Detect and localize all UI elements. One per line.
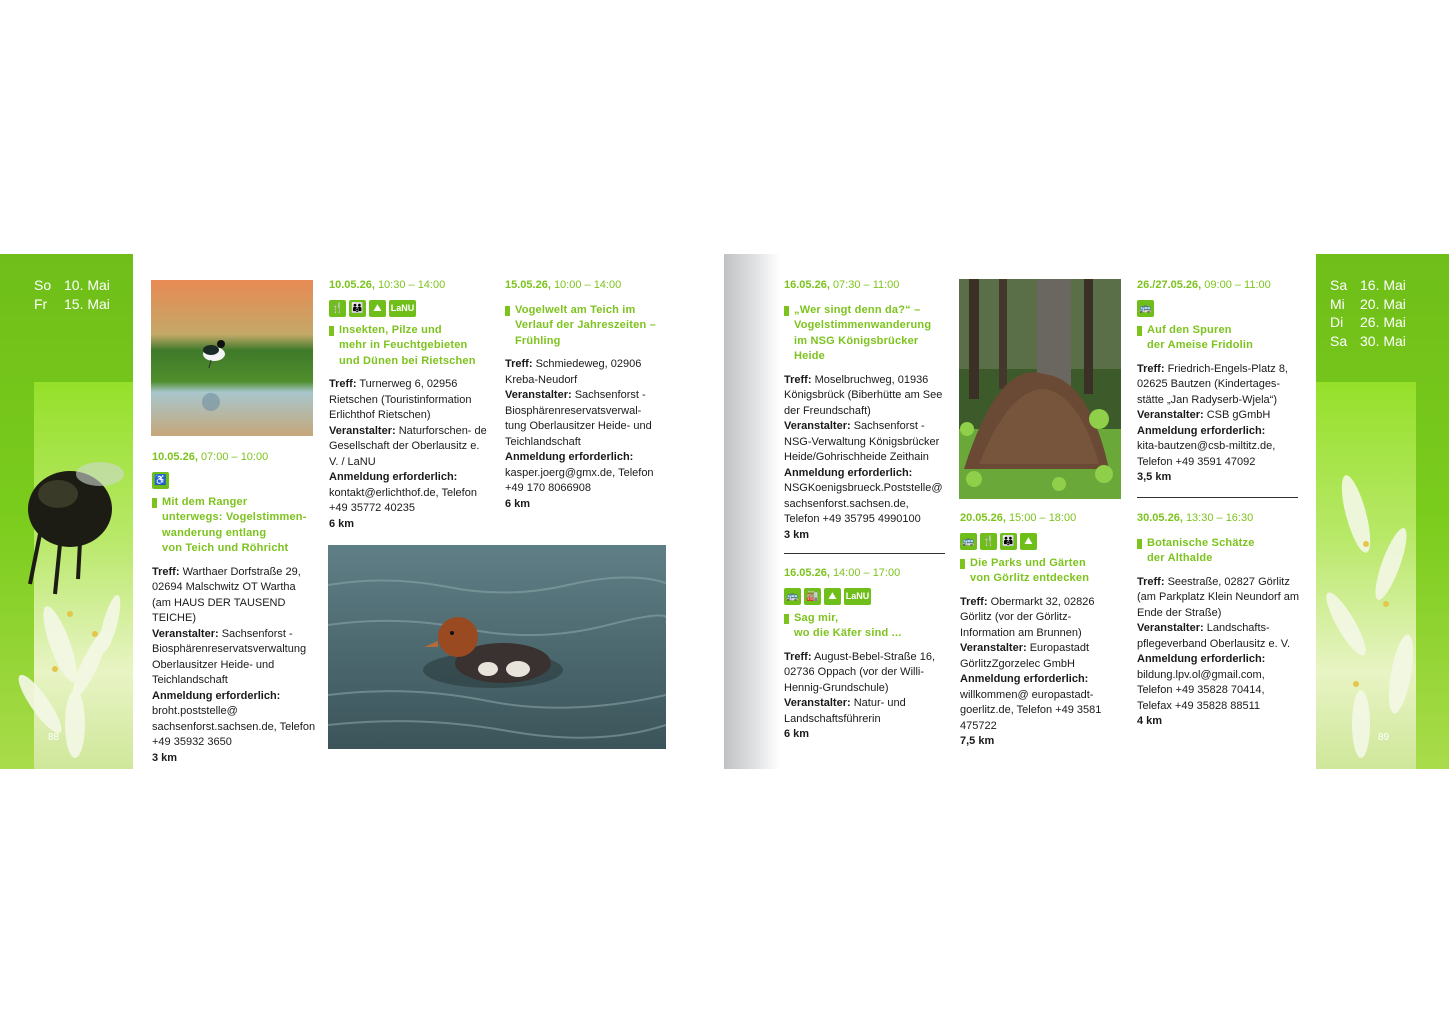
hiking-icon: ⛰ xyxy=(824,588,841,605)
event-date: 30.05.26, 13:30 – 16:30 xyxy=(1137,512,1254,524)
event-details: Treff: August-Bebel-Straße 16, 02736 Oppach (vor der Willi- Hennig-Grundschule) Veranstalter: Natur- und Landschaftsführerin 6 km xyxy=(784,650,936,740)
event-icons xyxy=(329,300,489,317)
event-date: 16.05.26, 14:00 – 17:00 xyxy=(784,567,901,579)
event-card xyxy=(1137,278,1299,486)
hiking-icon: ⛰ xyxy=(1020,533,1037,550)
distance: 7,5 km xyxy=(960,735,995,747)
event-title: Vogelwelt am Teich im Verlauf der Jahreszeiten – Frühling xyxy=(505,303,665,350)
event-date: 16.05.26, 07:30 – 11:00 xyxy=(784,279,900,291)
distance: 3 km xyxy=(152,751,178,764)
event-date: 20.05.26, 15:00 – 18:00 xyxy=(960,512,1077,524)
event-card xyxy=(784,566,944,743)
date-row: Sa 16. Mai xyxy=(1330,277,1406,293)
divider xyxy=(1137,497,1298,498)
divider xyxy=(784,553,945,554)
event-card xyxy=(1137,511,1299,730)
date-row: Mi 20. Mai xyxy=(1330,295,1406,312)
date-row: So 10. Mai xyxy=(34,277,110,293)
flower-photo xyxy=(0,454,133,769)
event-icons xyxy=(960,533,1122,550)
event-details: Treff: Seestraße, 02827 Görlitz (am Parkplatz Klein Neundorf am Ende der Straße) Veranstalter: Landschafts- pflegeverband Oberlausitz e. V. Anmeldung erforderlich: bildung.lpv.ol@gmail.com, Telefon +49 35828 70414, Telefax +49 35828 88511 4 km xyxy=(1137,575,1300,727)
distance: 3,5 km xyxy=(1137,471,1172,483)
factory-icon: 🏭 xyxy=(804,588,821,605)
event-card xyxy=(784,278,944,543)
left-date-list xyxy=(34,276,110,313)
bus-icon: 🚌 xyxy=(960,533,977,550)
event-details: Treff: Obermarkt 32, 02826 Görlitz (vor der Görlitz- Information am Brunnen) Veranstalter: Europastadt GörlitzZgorzelec GmbH Anmeldung erforderlich: willkommen@ europastadt-goerlitz.de, Telefon +49 3581 475722 7,5 km xyxy=(960,595,1102,747)
bumblebee-image xyxy=(28,462,124,594)
event-title: Mit dem Ranger unterwegs: Vogelstimmen- wanderung entlang von Teich und Röhricht xyxy=(152,495,317,557)
distance: 6 km xyxy=(329,517,355,530)
lanu-logo-icon: LaNU xyxy=(389,300,416,317)
bus-icon: 🚌 xyxy=(784,588,801,605)
bus-icon: 🚌 xyxy=(1137,300,1154,317)
event-details: Treff: Moselbruchweg, 01936 Königsbrück (Biberhütte am See der Freundschaft) Veranstalter: Sachsenforst - NSG-Verwaltung Königsbrücker Heide/Gohrischheide Zeithain Anmeldung erforderlich: NSGKoenigsbrueck.Poststelle@ sachsenforst.sachsen.de, Telefon +49 35795 4990100 3 km xyxy=(784,373,943,541)
wheelchair-icon: ♿ xyxy=(152,472,169,489)
left-page xyxy=(0,254,724,769)
event-card xyxy=(152,450,317,766)
duckling-photo xyxy=(328,545,666,749)
flower-photo xyxy=(1316,454,1449,769)
date-row: Di 26. Mai xyxy=(1330,314,1406,330)
lanu-logo-icon: LaNU xyxy=(844,588,871,605)
event-date: 10.05.26, 10:30 – 14:00 xyxy=(329,279,446,291)
anthill-photo xyxy=(959,279,1121,499)
lapwing-photo xyxy=(151,280,313,436)
event-details: Treff: Schmiedeweg, 02906 Kreba-Neudorf Veranstalter: Sachsenforst - Biosphärenreservatsverwal- tung Oberlausitzer Heide- und Teichlandschaft Anmeldung erforderlich: kasper.joerg@gmx.de, Telefon +49 170 8066908 6 km xyxy=(505,358,654,510)
event-card xyxy=(329,278,489,532)
event-icons xyxy=(152,472,317,489)
event-title: „Wer singt denn da?“ – Vogelstimmenwanderung im NSG Königsbrücker Heide xyxy=(784,303,944,365)
distance: 6 km xyxy=(505,497,531,510)
page-gutter xyxy=(724,254,780,769)
distance: 6 km xyxy=(784,728,810,740)
right-page xyxy=(724,254,1449,769)
event-icons xyxy=(784,588,944,605)
right-side-strip xyxy=(1316,254,1449,769)
event-title: Die Parks und Gärten von Görlitz entdecken xyxy=(960,556,1122,587)
family-icon: 👪 xyxy=(1000,533,1017,550)
cutlery-icon: 🍴 xyxy=(329,300,346,317)
event-details: Treff: Turnerweg 6, 02956 Rietschen (Touristinformation Erlichthof Rietschen) Veranstalter: Naturforschen- de Gesellschaft der Oberlausitz e. V. / LaNU Anmeldung erforderlich: kontakt@erlichthof.de, Telefon +49 35772 40235 6 km xyxy=(329,378,487,530)
event-date: 26./27.05.26, 09:00 – 11:00 xyxy=(1137,279,1271,291)
event-title: Sag mir, wo die Käfer sind ... xyxy=(784,611,944,642)
distance: 4 km xyxy=(1137,715,1163,727)
event-card xyxy=(505,278,665,512)
event-card xyxy=(960,511,1122,750)
event-date: 10.05.26, 07:00 – 10:00 xyxy=(152,451,269,463)
page-number: 89 xyxy=(1378,732,1390,743)
event-icons xyxy=(1137,300,1299,317)
cutlery-icon: 🍴 xyxy=(980,533,997,550)
event-date: 15.05.26, 10:00 – 14:00 xyxy=(505,279,622,291)
event-details: Treff: Warthaer Dorfstraße 29, 02694 Malschwitz OT Wartha (am HAUS DER TAUSEND TEICHE) Veranstalter: Sachsenforst - Biosphärenreservatsverwaltung Oberlausitzer Heide- und Teichlandschaft Anmeldung erforderlich: broht.poststelle@ sachsenforst.sachsen.de, Telefon +49 35932 3650 3 km xyxy=(152,565,316,764)
event-details: Treff: Friedrich-Engels-Platz 8, 02625 Bautzen (Kindertages- stätte „Jan Radyserb-Wjela“) Veranstalter: CSB gGmbH Anmeldung erforderlich: kita-bautzen@csb-miltitz.de, Telefon +49 3591 47092 3,5 km xyxy=(1137,362,1288,483)
event-title: Auf den Spuren der Ameise Fridolin xyxy=(1137,323,1299,354)
date-row: Fr 15. Mai xyxy=(34,295,110,312)
event-title: Botanische Schätze der Althalde xyxy=(1137,536,1299,567)
hiking-icon: ⛰ xyxy=(369,300,386,317)
event-title: Insekten, Pilze und mehr in Feuchtgebieten und Dünen bei Rietschen xyxy=(329,323,489,370)
distance: 3 km xyxy=(784,528,810,541)
page-number: 88 xyxy=(48,732,60,743)
right-date-list xyxy=(1330,276,1406,350)
left-side-strip xyxy=(0,254,133,769)
date-row: Sa 30. Mai xyxy=(1330,332,1406,349)
family-icon: 👪 xyxy=(349,300,366,317)
